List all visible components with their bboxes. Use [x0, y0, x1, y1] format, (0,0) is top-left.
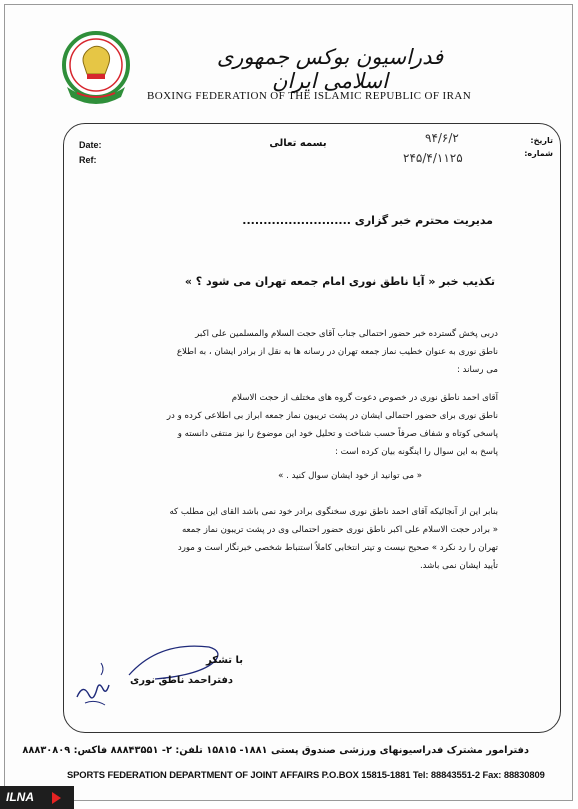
recipient-line: مدیریت محترم خبر گزاری ..........................: [242, 214, 493, 227]
ref-label: Ref:: [79, 155, 97, 165]
body-line: ناطق نوری به عنوان خطیب نماز جمعه تهران در رسانه ها به نقل از برادر ایشان ، به اطلاع: [176, 347, 498, 357]
date-label-persian: تاریخ:: [530, 136, 553, 145]
office-signature: دفتراحمد ناطق نوری: [130, 675, 233, 686]
handwritten-signature: [71, 653, 115, 709]
footer-address-english: SPORTS FEDERATION DEPARTMENT OF JOINT AFFAIRS P.O.BOX 15815-1881 Tel: 88843551-2 Fax: 88830809: [67, 769, 545, 780]
ilna-label: ILNA: [6, 790, 34, 804]
body-line: ناطق نوری برای حضور احتمالی ایشان در پشت تریبون نماز جمعه ابراز بی اطلاعی کرده و در: [166, 411, 498, 421]
body-line: پاسخی کوتاه و شفاف صرفاً حسب شناخت و تحلیل خود این موضوع را نیز منتفی دانسته و: [177, 429, 498, 439]
body-line: « برادر حجت الاسلام علی اکبر ناطق نوری حضور احتمالی وی در پشت تریبون نماز جمعه: [181, 525, 498, 535]
body-line: می رساند :: [457, 365, 498, 375]
play-arrow-icon: [52, 792, 61, 804]
federation-name-persian: فدراسیون بوکس جمهوری اسلامی ایران: [216, 45, 444, 93]
body-line: بنابر این از آنجائیکه آقای احمد ناطق نوری سخنگوی برادر خود نمی باشد القای این مطلب که: [169, 507, 498, 517]
date-value: ۹۴/۶/۲: [425, 131, 459, 145]
number-label-persian: شماره:: [524, 149, 553, 158]
number-value: ۲۴۵/۴/۱۱۲۵: [403, 151, 463, 165]
closing-thanks: با تشکر: [206, 655, 243, 666]
federation-logo: [59, 29, 133, 107]
ilna-watermark: [0, 786, 74, 809]
body-line: آقای احمد ناطق نوری در خصوص دعوت گروه های مختلف از حجت الاسلام: [231, 393, 498, 403]
body-line: دربی پخش گسترده خبر حضور احتمالی جناب آقای حجت السلام والمسلمین علی اکبر: [195, 329, 498, 339]
body-line: تأیید ایشان نمی باشد.: [419, 561, 498, 571]
body-line: پاسخ به این سوال را اینگونه بیان کرده است :: [334, 447, 498, 457]
subject-line: تکذیب خبر « آیا ناطق نوری امام جمعه تهران می شود ؟ »: [184, 275, 495, 288]
body-quote: « می توانید از خود ایشان سوال کنید . »: [278, 471, 422, 481]
federation-name-english: BOXING FEDERATION OF THE ISLAMIC REPUBLIC OF IRAN: [147, 90, 472, 102]
footer-address-persian: دفترامور مشترک فدراسیونهای ورزشی صندوق پستی ۱۸۸۱- ۱۵۸۱۵ تلفن: ۲- ۸۸۸۴۳۵۵۱ فاکس: ۸۸۸۳۰۸۰۹: [22, 745, 529, 756]
body-line: تهران را رد نکرد » صحیح نیست و تیتر انتخابی کاملاً استنباط شخصی خبرنگار است و مورد: [177, 543, 498, 553]
basmala-heading: بسمه تعالی: [269, 138, 327, 149]
date-label: Date:: [79, 140, 102, 150]
letter-sheet: [4, 4, 573, 801]
